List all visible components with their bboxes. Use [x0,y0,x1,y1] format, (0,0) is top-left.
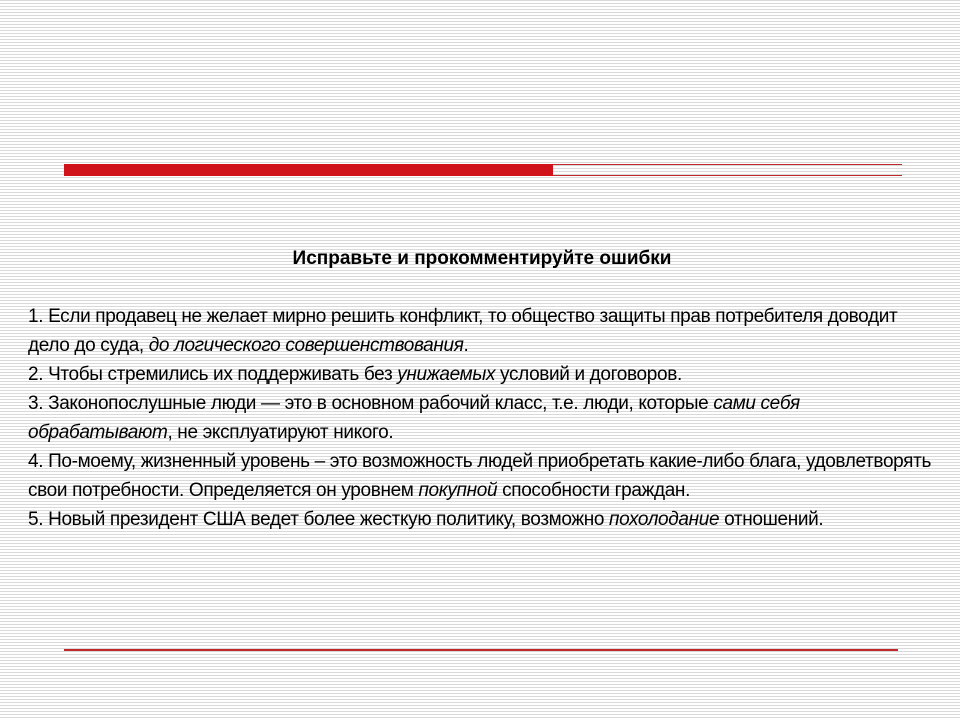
exercise-item-4 [28,447,932,505]
exercise-item-2 [28,360,932,389]
item-text: отношений. [719,509,824,530]
error-phrase: до логического совершенствования [148,335,464,356]
bottom-decorative-rule [64,649,898,651]
error-phrase: сами себя обрабатывают [28,393,800,443]
item-text: 4. По-моему, жизненный уровень – это возможность людей приобретать какие-либо блага, удовлетворять свои потребности. Определяется он уровнем [28,451,932,501]
item-text: условий и договоров. [495,364,682,385]
exercise-item-5 [28,505,932,534]
thin-rule-top [553,164,902,165]
item-text: 2. Чтобы стремились их поддерживать без [28,364,398,385]
error-phrase: унижаемых [397,364,496,385]
exercise-item-1 [28,302,932,360]
thin-rule-bottom [553,175,902,176]
item-text: , не эксплуатируют никого. [167,422,394,443]
red-accent-bar [64,164,553,176]
item-text: 5. Новый президент США ведет более жесткую политику, возможно [28,509,610,530]
error-phrase: похолодание [609,509,720,530]
error-phrase: покупной [418,480,498,501]
exercise-item-3 [28,389,932,447]
item-text: 1. Если продавец не желает мирно решить конфликт, то общество защиты прав потребителя доводит дело до суда, [28,306,898,356]
item-text: 3. Законопослушные люди — это в основном рабочий класс, т.е. люди, которые [28,393,714,414]
slide-heading: Исправьте и прокомментируйте ошибки [292,248,672,269]
slide-content [28,244,932,534]
item-text: способности граждан. [497,480,691,501]
item-text: . [463,335,469,356]
top-decorative-rule [64,163,902,178]
